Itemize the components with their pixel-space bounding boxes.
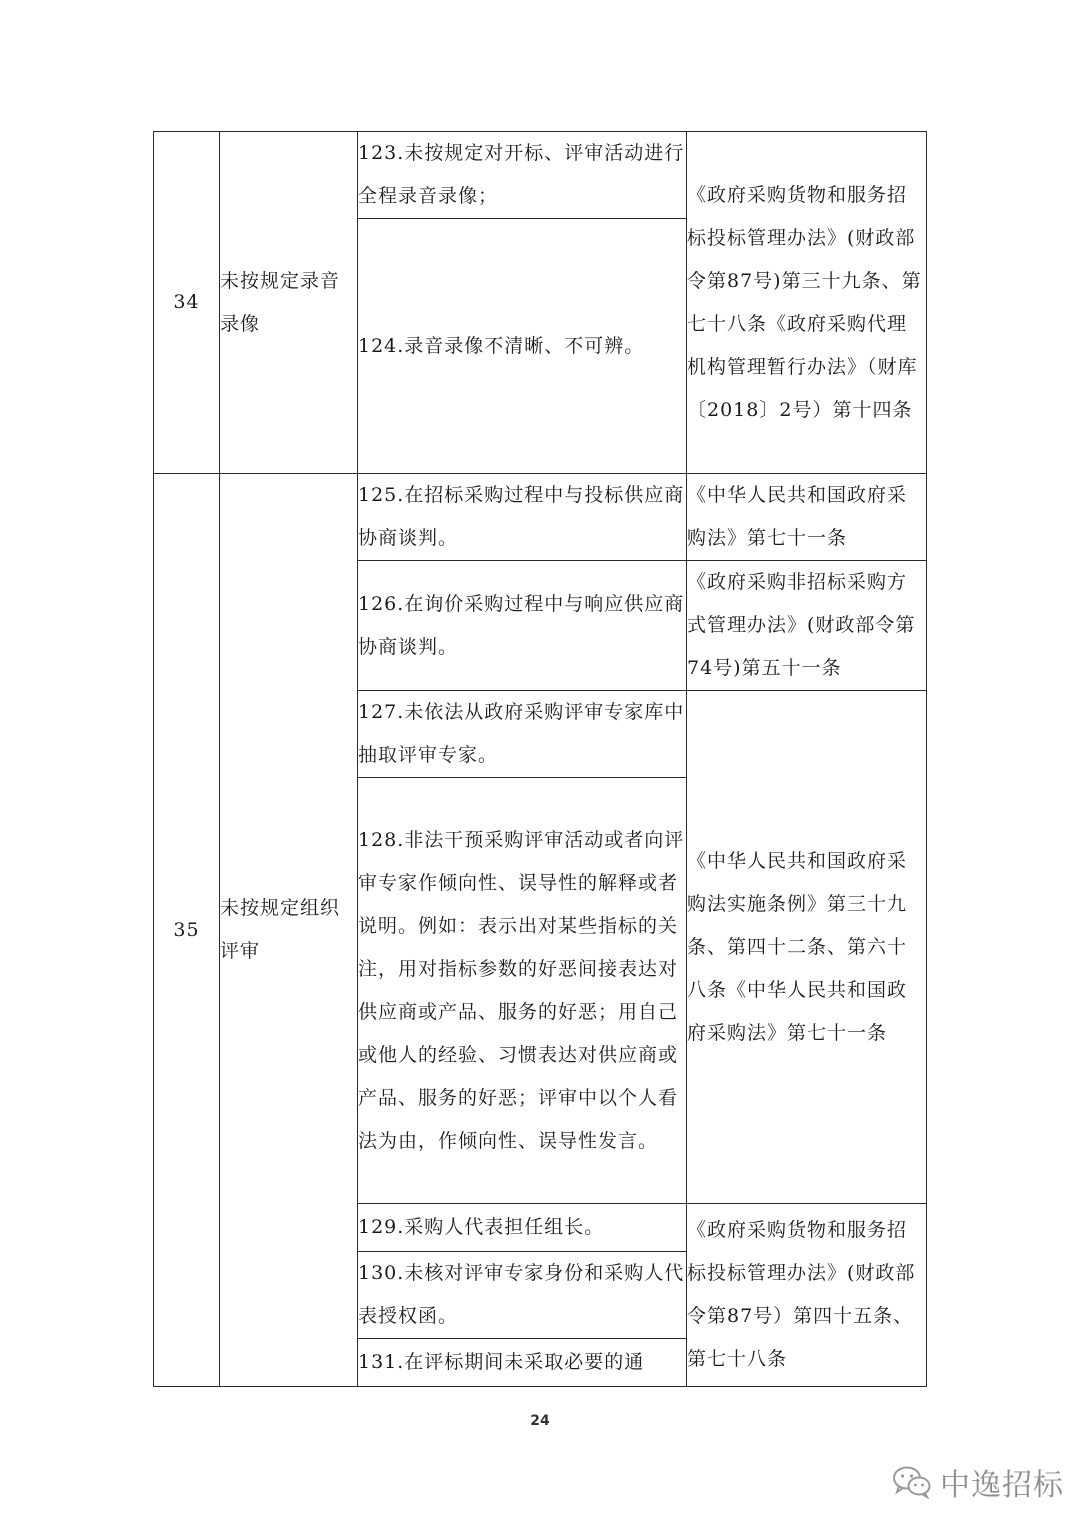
item-131: 131.在评标期间未采取必要的通 (358, 1339, 687, 1387)
row-35-number: 35 (154, 474, 220, 1387)
law-127-128: 《中华人民共和国政府采购法实施条例》第三十九条、第四十二条、第六十八条《中华人民共和国政府采购法》第七十一条 (687, 691, 927, 1204)
item-123: 123.未按规定对开标、评审活动进行全程录音录像； (358, 132, 687, 219)
item-127: 127.未依法从政府采购评审专家库中抽取评审专家。 (358, 691, 687, 778)
item-126: 126.在询价采购过程中与响应供应商协商谈判。 (358, 561, 687, 691)
row-34-law: 《政府采购货物和服务招标投标管理办法》(财政部令第87号)第三十九条、第七十八条《政府采购代理机构管理暂行办法》（财库〔2018〕2号）第十四条 (687, 132, 927, 474)
wechat-icon (892, 1465, 932, 1499)
regulation-table (153, 131, 927, 1387)
law-129-131: 《政府采购货物和服务招标投标管理办法》(财政部令第87号）第四十五条、第七十八条 (687, 1204, 927, 1387)
item-129: 129.采购人代表担任组长。 (358, 1204, 687, 1252)
law-126: 《政府采购非招标采购方式管理办法》(财政部令第74号)第五十一条 (687, 561, 927, 691)
item-130: 130.未核对评审专家身份和采购人代表授权函。 (358, 1252, 687, 1339)
row-34-number: 34 (154, 132, 220, 474)
item-128: 128.非法干预采购评审活动或者向评审专家作倾向性、误导性的解释或者说明。例如：表示出对某些指标的关注，用对指标参数的好恶间接表达对供应商或产品、服务的好恶；用自己或他人的经验、习惯表达对供应商或产品、服务的好恶；评审中以个人看法为由，作倾向性、误导性发言。 (358, 778, 687, 1204)
item-125: 125.在招标采购过程中与投标供应商协商谈判。 (358, 474, 687, 561)
row-35-category: 未按规定组织评审 (220, 474, 358, 1387)
watermark-text: 中逸招标 (940, 1468, 1064, 1503)
watermark (892, 1460, 1064, 1504)
item-124: 124.录音录像不清晰、不可辨。 (358, 219, 687, 474)
page-number: 24 (530, 1413, 550, 1429)
row-34-category: 未按规定录音录像 (220, 132, 358, 474)
law-125: 《中华人民共和国政府采购法》第七十一条 (687, 474, 927, 561)
